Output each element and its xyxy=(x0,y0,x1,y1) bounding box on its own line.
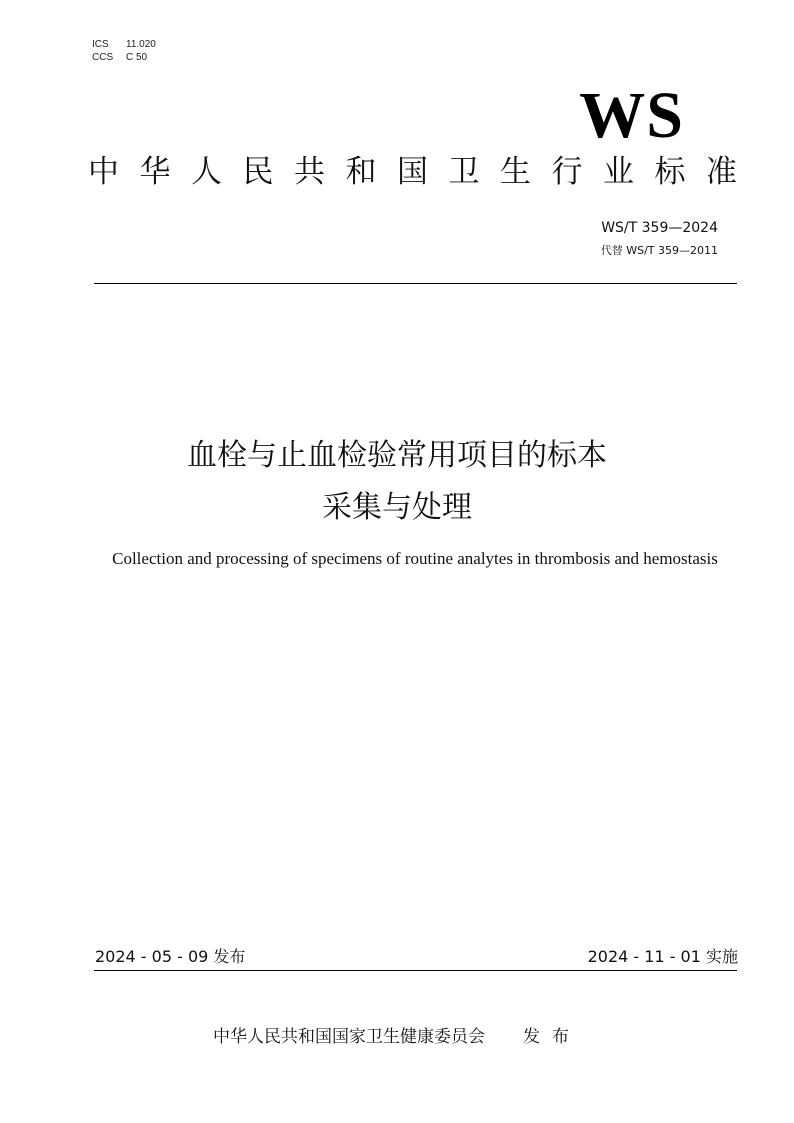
publisher xyxy=(0,1025,794,1049)
title-cn-line-2: 采集与处理 xyxy=(322,490,472,525)
implementation-date: 2024 - 11 - 01 实施 xyxy=(587,947,738,966)
header-divider xyxy=(94,283,737,284)
ics-row xyxy=(92,38,156,51)
footer-divider xyxy=(94,970,737,971)
replaces-standard: 代替 WS/T 359—2011 xyxy=(600,244,718,257)
issue-date: 2024 - 05 - 09 发布 xyxy=(95,947,246,966)
title-cn-line-1: 血栓与止血检验常用项目的标本 xyxy=(187,438,607,473)
ccs-label: CCS xyxy=(92,52,114,63)
ws-logo: WS xyxy=(579,79,684,152)
document-title-cn xyxy=(0,430,794,534)
publisher-name: 中华人民共和国国家卫生健康委员会 xyxy=(213,1027,485,1047)
ics-value: 11.020 xyxy=(126,39,156,50)
standard-number: WS/T 359—2024 xyxy=(601,220,718,236)
document-title-en: Collection and processing of specimens of routine analytes in thrombosis and hemostasis xyxy=(112,549,718,568)
publisher-action: 发布 xyxy=(523,1027,581,1047)
ics-label: ICS xyxy=(92,39,109,50)
classification-codes xyxy=(92,38,156,64)
standard-type-heading: 中华人民共和国卫生行业标准 xyxy=(88,154,758,190)
ccs-value: C 50 xyxy=(126,52,148,63)
ccs-row xyxy=(92,51,156,64)
